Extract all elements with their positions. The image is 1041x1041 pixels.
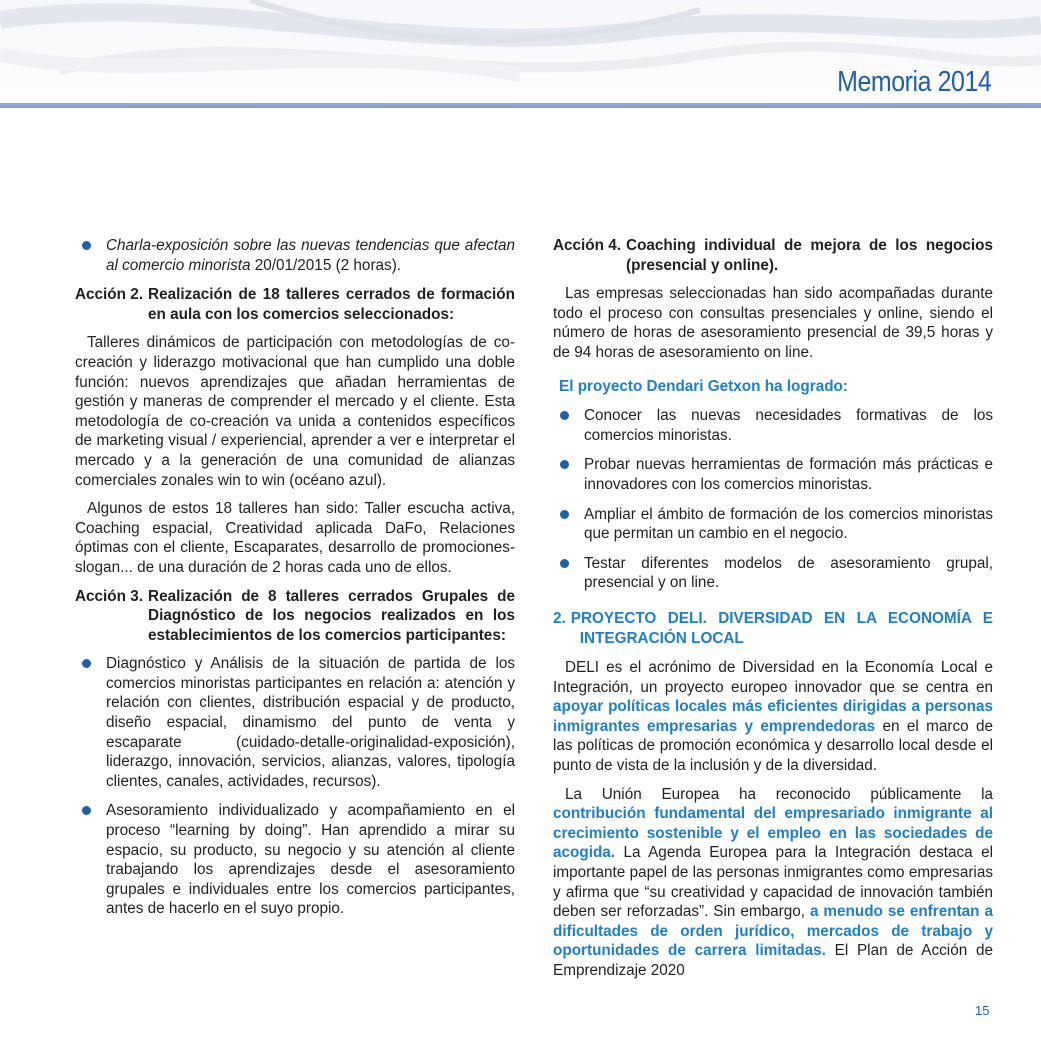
accion-label: Acción 4. (553, 237, 622, 254)
accion-2-heading (75, 285, 515, 324)
paragraph: Algunos de estos 18 talleres han sido: Taller escucha activa, Coaching espacial, Creatividad aplicada DaFo, Relaciones óptimas con el cliente, Escaparates, desarrollo de promociones-slogan... de una duración de 2 horas cada uno de ellos. (75, 500, 515, 576)
accion-label: Acción 3. (75, 587, 144, 605)
accion-title: Realización de 8 talleres cerrados Grupales de Diagnóstico de los negocios realizados en los establecimientos de los comercios participantes: (148, 587, 515, 644)
list-item (553, 455, 993, 494)
paragraph: Las empresas seleccionadas han sido acompañadas durante todo el proceso con consultas presenciales y online, siendo el número de horas de asesoramiento presencial de 39,5 horas y de 94 horas de asesoramiento on line. (553, 285, 993, 361)
list-item (553, 505, 993, 544)
intro-bullet-list (75, 236, 515, 275)
paragraph-ue (553, 785, 993, 981)
accion-4-heading (553, 236, 993, 275)
list-item (75, 654, 515, 791)
bullet-icon (82, 806, 91, 815)
bullet-text: Diagnóstico y Análisis de la situación de partida de los comercios minoristas participantes en relación a: atención y relación con clientes, distribución espacial y de producto, diseño espacial, dinamismo del punto de venta y escaparate (cuidado-detalle-originalidad-exposición), liderazgo, innovación, servicios, alianzas, valores, tipología clientes, canales, actividades, recursos). (106, 655, 515, 790)
header-divider (0, 103, 1041, 108)
bullet-icon (560, 559, 569, 568)
text-run: DELI es el acrónimo de Diversidad en la Economía Local e Integración, un proyecto europeo innovador que se centra en (553, 659, 993, 696)
paragraph: Talleres dinámicos de participación con metodologías de co-creación y liderazgo motivacional que han cumplido una doble función: nuevos aprendizajes que añadan herramientas de gestión y maneras de comprender el mercado y el cliente. Esta metodología de co-creación va unida a contenidos específicos de marketing visual / experiencial, aprender a ver e interpretar el mercado y a la generación de una comunidad de alianzas comerciales zonales win to win (océano azul). (75, 334, 515, 489)
bullet-icon (82, 659, 91, 668)
accion-title: Realización de 18 talleres cerrados de formación en aula con los comercios seleccionados: (148, 286, 515, 323)
section-number: 2. (553, 609, 566, 627)
accion-title: Coaching individual de mejora de los negocios (presencial y online). (626, 237, 993, 274)
highlight-text: contribución fundamental del empresariado inmigrante al crecimiento sostenible y el empleo en las sociedades de acogida. (553, 805, 993, 862)
header-title: Memoria 2014 (836, 66, 991, 98)
highlight-text: apoyar políticas locales más eficientes dirigidas a personas inmigrantes empresarias y emprendedoras (553, 698, 993, 735)
highlight-text: a menudo se enfrentan a dificultades de orden jurídico, mercados de trabajo y oportunidades de carrera limitadas. (553, 903, 993, 960)
bullet-text: Testar diferentes modelos de asesoramiento grupal, presencial y on line. (584, 554, 993, 592)
diagnostic-bullet-list (75, 654, 515, 919)
text-run: en el marco de las políticas de promoción económica y desarrollo local desde el punto de vista de la inclusión y de la diversidad. (553, 717, 993, 775)
bullet-icon (560, 411, 569, 420)
bullet-icon (560, 510, 569, 519)
paragraph-deli (553, 658, 993, 776)
section-2-heading (553, 609, 993, 648)
right-column (553, 236, 993, 990)
list-item (553, 554, 993, 593)
section-title: PROYECTO DELI. DIVERSIDAD EN LA ECONOMÍA E INTEGRACIÓN LOCAL (570, 609, 993, 647)
list-item (553, 406, 993, 445)
page-number: 15 (975, 1003, 990, 1018)
bullet-date-text: 20/01/2015 (2 horas). (250, 256, 402, 274)
accion-label: Acción 2. (75, 286, 144, 304)
text-run: La Agenda Europea para la Integración destaca el importante papel de las personas inmigrantes como empresarias y afirma que “su creatividad y capacidad de innovación también deben ser reforzadas”. Sin embargo, (553, 844, 993, 921)
bullet-icon (560, 460, 569, 469)
text-run: El Plan de Acción de Emprendizaje 2020 (553, 942, 993, 979)
logros-bullet-list (553, 406, 993, 593)
logros-heading: El proyecto Dendari Getxon ha logrado: (559, 377, 848, 395)
text-run: La Unión Europea ha reconocido públicamente la (565, 785, 993, 803)
bullet-text: Probar nuevas herramientas de formación más prácticas e innovadores con los comercios minoristas. (584, 456, 993, 493)
bullet-text: Ampliar el ámbito de formación de los comercios minoristas que permitan un cambio en el negocio. (584, 505, 993, 543)
left-column (75, 236, 515, 929)
bullet-italic-text: Charla-exposición sobre las nuevas tendencias que afectan al comercio minorista (106, 237, 515, 274)
list-item (75, 236, 515, 275)
bullet-text: Asesoramiento individualizado y acompañamiento en el proceso “learning by doing”. Han aprendido a mirar su espacio, su producto, su negocio y su atención al cliente trabajando los aprendizajes desde el asesoramiento grupales e individuales entre los comercios participantes, antes de hacerlo en el suyo propio. (106, 802, 515, 918)
list-item (75, 801, 515, 919)
accion-3-heading (75, 587, 515, 646)
bullet-icon (82, 241, 91, 250)
header-background (0, 0, 1041, 108)
bullet-text: Conocer las nuevas necesidades formativas de los comercios minoristas. (584, 407, 993, 444)
